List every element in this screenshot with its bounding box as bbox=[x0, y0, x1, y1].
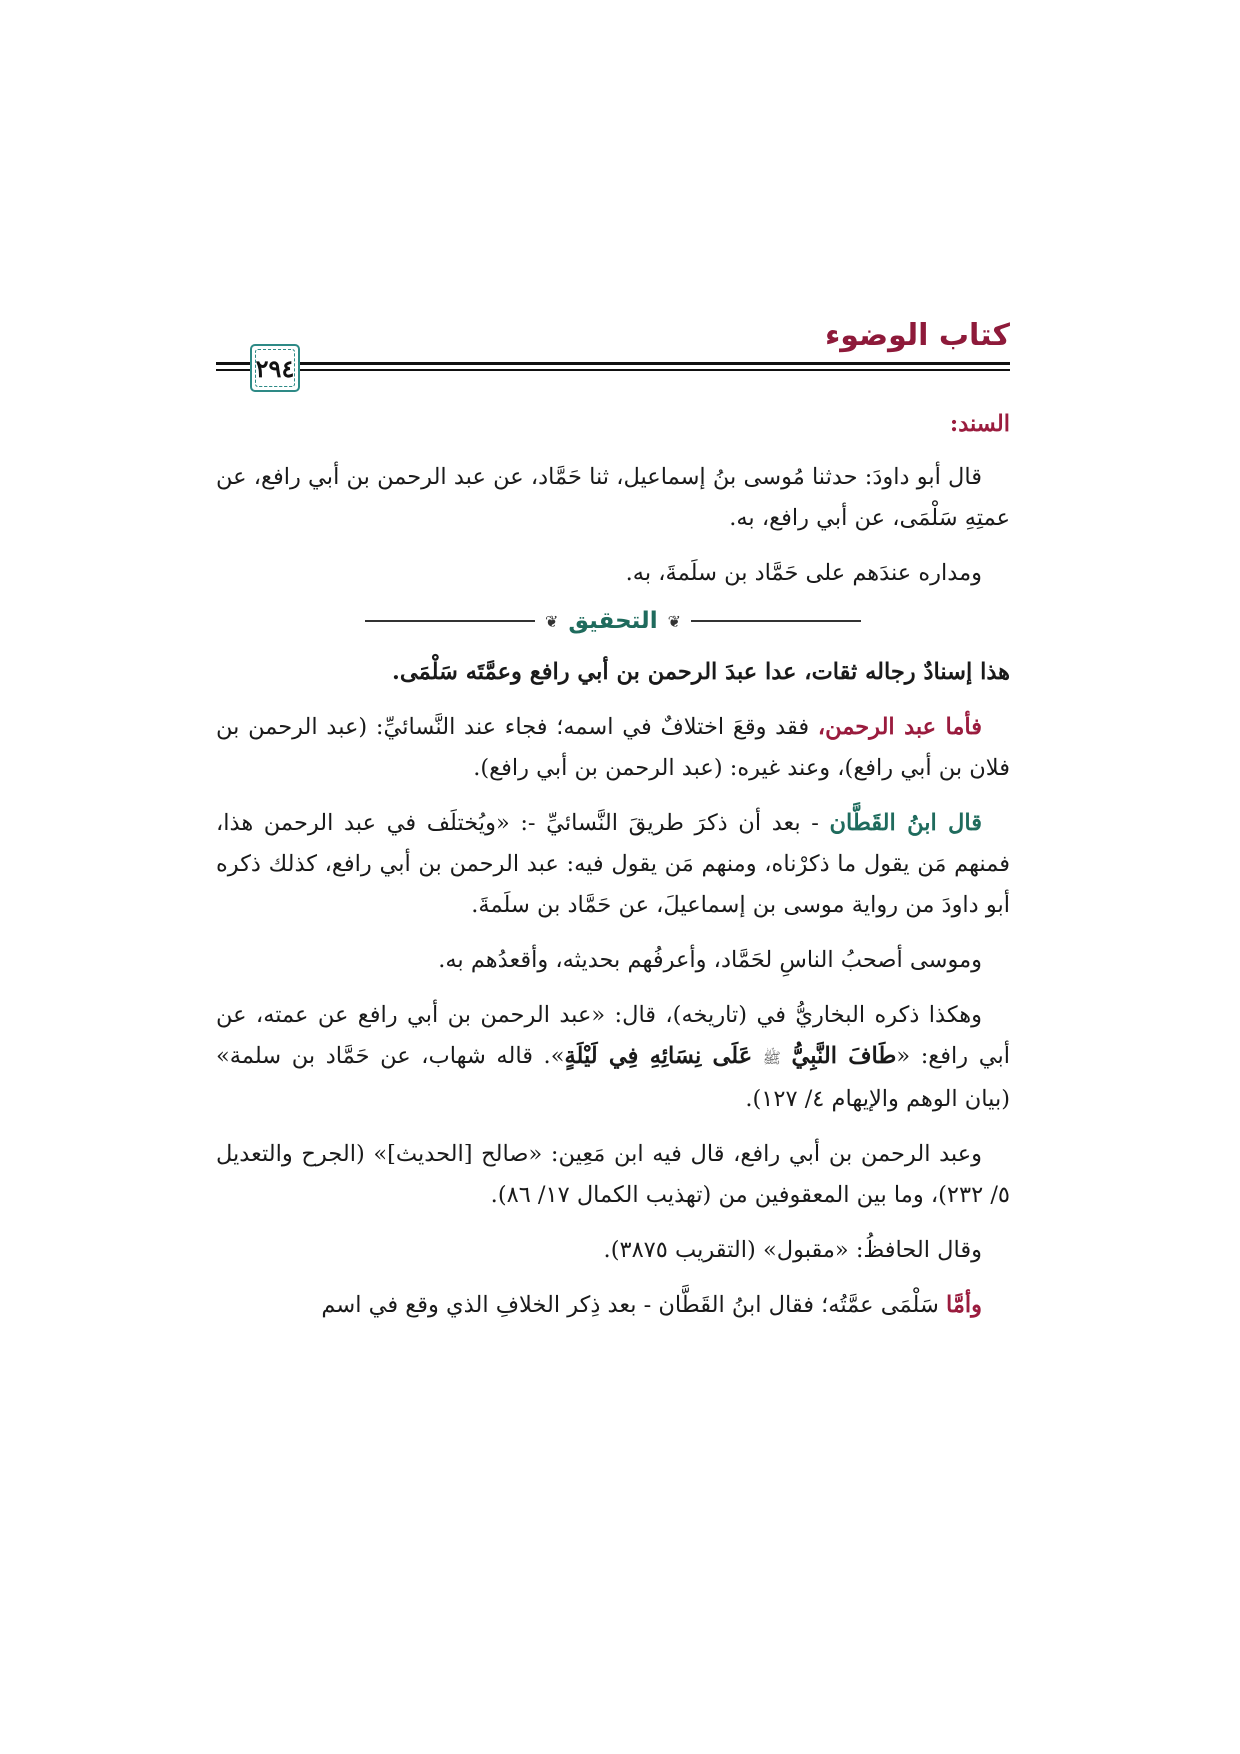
paragraph-madar: ومداره عندَهم على حَمَّاد بن سلَمةَ، به. bbox=[625, 560, 982, 586]
paragraph-ibn-qattan bbox=[216, 803, 1010, 926]
header-rule-top bbox=[216, 362, 1010, 365]
sanad-heading: السند: bbox=[949, 411, 1010, 437]
paragraph-summary: هذا إسنادٌ رجاله ثقات، عدا عبدَ الرحمن بن أبي رافع وعمَّتَه سَلْمَى. bbox=[392, 659, 1010, 685]
paragraph-ibn-main: وعبد الرحمن بن أبي رافع، قال فيه ابن مَعِين: «صالح [الحديث]» (الجرح والتعديل ٥/ ٢٣٢)، وما بين المعقوفين من (تهذيب الكمال ١٧/ ٨٦). bbox=[216, 1141, 1010, 1208]
paragraph-bukhari bbox=[216, 995, 1010, 1120]
page-header bbox=[216, 318, 1010, 394]
paragraph-musa: وموسى أصحبُ الناسِ لحَمَّاد، وأعرفُهم بحديثه، وأقعدُهم به. bbox=[438, 947, 982, 973]
ornament-icon: ❦ bbox=[667, 611, 681, 631]
ornament-icon: ❦ bbox=[545, 611, 559, 631]
page-body bbox=[216, 404, 1010, 1340]
tahqiq-heading: التحقيق bbox=[568, 607, 658, 634]
highlight-abd-rahman: فأما عبد الرحمن، bbox=[817, 714, 983, 740]
bukhari-text-b: ». قاله شهاب، عن حَمَّاد بن سلمة» (بيان الوهم والإيهام ٤/ ١٢٧). bbox=[216, 1043, 1010, 1112]
page-number bbox=[250, 344, 300, 392]
divider-line-left bbox=[365, 620, 535, 622]
paragraph-isnad: قال أبو داودَ: حدثنا مُوسى بنُ إسماعيل، ثنا حَمَّاد، عن عبد الرحمن بن أبي رافع، عن عمتِهِ سَلْمَى، عن أبي رافع، به. bbox=[216, 464, 1010, 531]
paragraph-salma bbox=[216, 1285, 1010, 1326]
salla-icon: ﷺ bbox=[762, 1049, 781, 1067]
tahqiq-divider bbox=[216, 608, 1010, 634]
divider-line-right bbox=[691, 620, 861, 622]
paragraph-abd-rahman-text: فقد وقعَ اختلافٌ في اسمه؛ فجاء عند النَّسائيِّ: (عبد الرحمن بن فلان بن أبي رافع)، وعند غيره: (عبد الرحمن بن أبي رافع). bbox=[216, 714, 1010, 781]
page-number-value: ٢٩٤ bbox=[255, 353, 295, 383]
book-title: كتاب الوضوء bbox=[824, 318, 1010, 353]
highlight-ibn-qattan: قال ابنُ القَطَّان bbox=[829, 810, 982, 836]
paragraph-salma-text: سَلْمَى عمَّتُه؛ فقال ابنُ القَطَّان - بعد ذِكر الخلافِ الذي وقع في اسم bbox=[321, 1292, 946, 1318]
paragraph-abd-rahman bbox=[216, 707, 1010, 789]
paragraph-hafiz: وقال الحافظُ: «مقبول» (التقريب ٣٨٧٥). bbox=[603, 1237, 982, 1263]
hadith-text-b: عَلَى نِسَائِهِ فِي لَيْلَةٍ bbox=[564, 1043, 753, 1069]
bukhari-text-a: وهكذا ذكره البخاريُّ في (تاريخه)، قال: «عبد الرحمن بن أبي رافع عن عمته، عن أبي رافع: « bbox=[216, 1002, 1010, 1069]
paragraph-ibn-qattan-text: - بعد أن ذكرَ طريقَ النَّسائيِّ -: «ويُختلَف في عبد الرحمن هذا، فمنهم مَن يقول ما ذكرْناه، ومنهم مَن يقول فيه: عبد الرحمن بن أبي رافع، كذلك ذكره أبو داودَ من رواية موسى بن إسماعيلَ، عن حَمَّاد بن سلَمةَ. bbox=[216, 810, 1010, 918]
header-rule-bottom bbox=[216, 369, 1010, 371]
highlight-amma: وأمَّا bbox=[945, 1292, 982, 1318]
hadith-text-a: طَافَ النَّبِيُّ bbox=[791, 1043, 897, 1069]
